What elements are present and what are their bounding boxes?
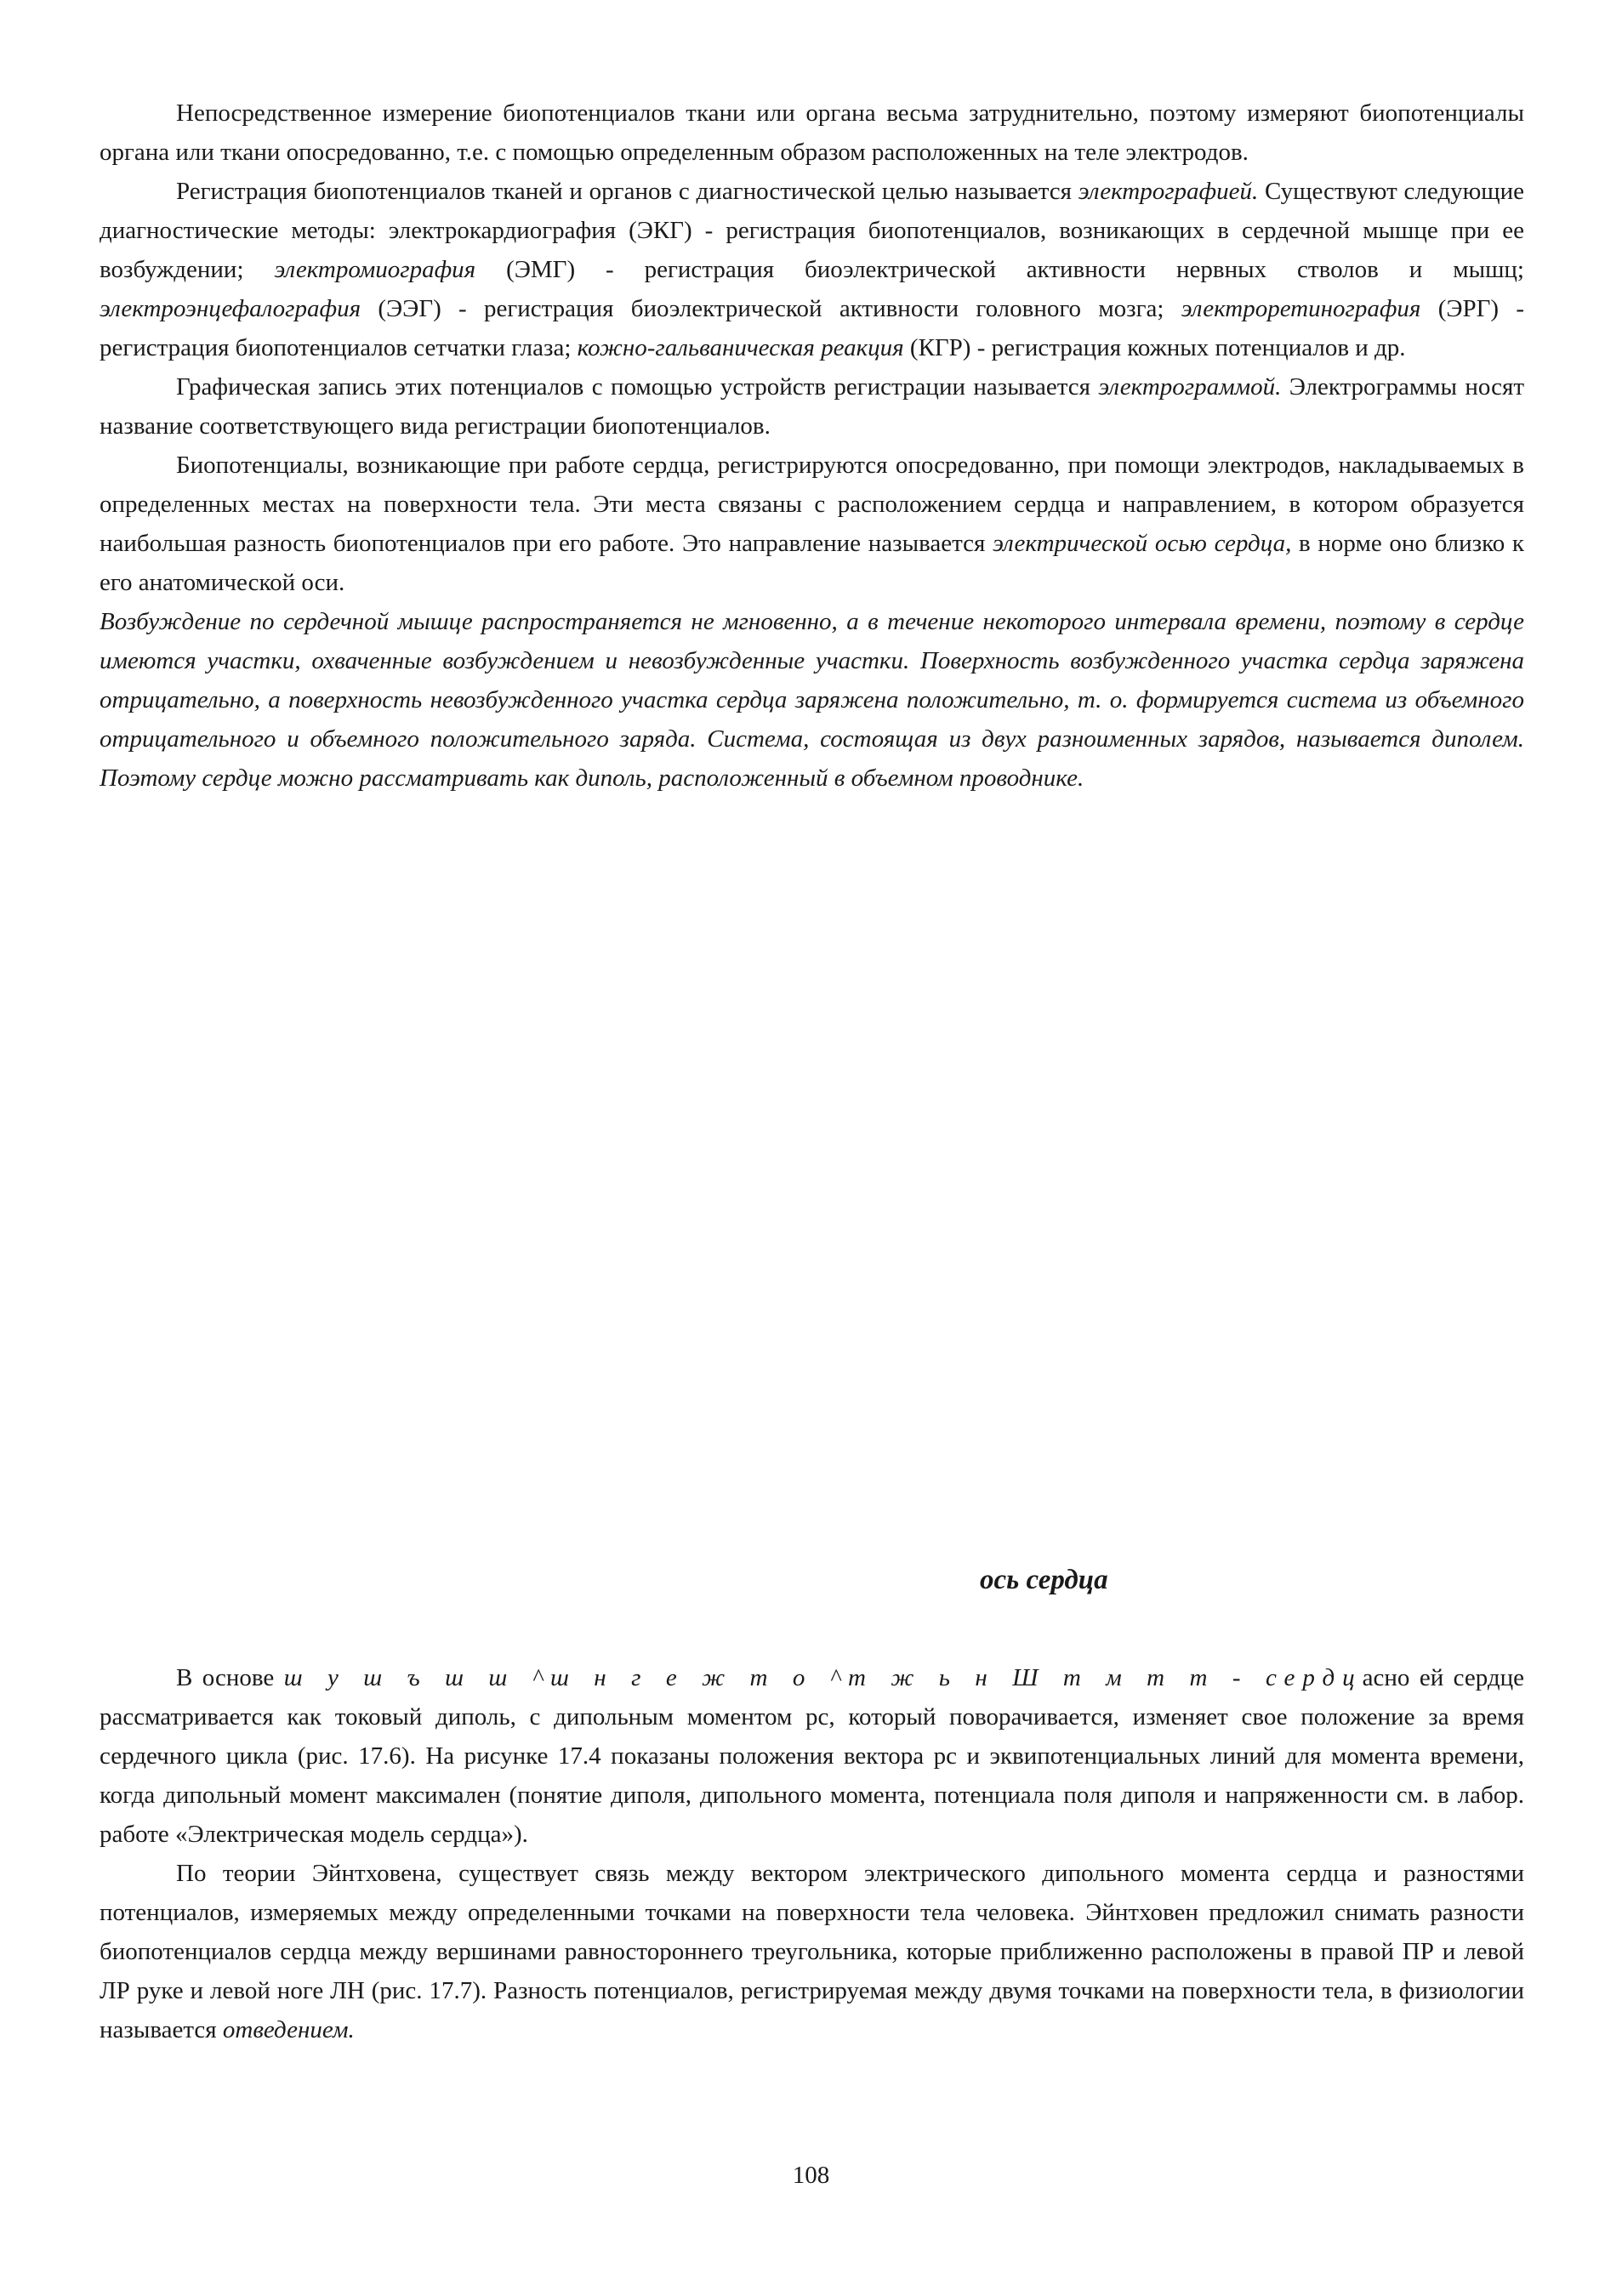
paragraph-5-italic: Возбуждение по сердечной мышце распространяется не мгновенно, а в течение некоторого интервала времени, поэтому в сердце имеются участки, охваченные возбуждением и невозбужденные участки. Поверхность возбужденного участка сердца заряжена отрицательно, а поверхность невозбужденного участка сердца заряжена положительно, т. о. формируется система из объемного отрицательного и объемного положительного заряда. Система, состоящая из двух разноименных зарядов, называется диполем. Поэтому сердце можно рассматривать как диполь, расположенный в объемном проводнике. (100, 608, 1524, 792)
term-emg: электромиография (274, 256, 476, 283)
page-number: 108 (792, 2162, 830, 2189)
p2-text-a: Регистрация биопотенциалов тканей и органов с диагностической целью называется (176, 178, 1078, 205)
paragraph-1: Непосредственное измерение биопотенциалов ткани или органа весьма затруднительно, поэтому измеряют биопотенциалы органа или ткани опосредованно, т.е. с помощью определенным образом расположенных на теле электродов. (100, 99, 1524, 166)
term-electrogram: электрограммой. (1098, 373, 1282, 401)
term-kgr: кожно-гальваническая реакция (577, 334, 904, 361)
paragraph-3 (100, 367, 1524, 446)
p6-text-a: В основе (176, 1664, 284, 1691)
term-lead: отведением. (222, 2016, 355, 2043)
p7-text-a: По теории Эйнтховена, существует связь между вектором электрического дипольного момента сердца и разностями потенциалов, измеряемых между определенными точками на поверхности тела человека. Эйнтховен предложил снимать разности биопотенциалов сердца между вершинами равностороннего треугольника, которые приближенно расположены в правой ПР и левой ЛР руке и левой ноге ЛН (рис. 17.7). Разность потенциалов, регистрируемая между двумя точками на поверхности тела, в физиологии называется (100, 1860, 1524, 2043)
term-electrography: электрографией. (1078, 178, 1259, 205)
term-electric-axis: электрической осью сердца, (993, 530, 1292, 557)
p2-text-g: (ЭЭГ) - регистрация биоэлектрической активности головного мозга; (361, 295, 1181, 322)
term-erg: электроретинография (1181, 295, 1421, 322)
figure-placeholder (100, 1101, 1524, 1552)
paragraph-6 (100, 1658, 1524, 1854)
garbled-text: ш у ш ъ ш ш ^ш н г е ж т о ^т ж ь н Ш т м т т - сердц (283, 1664, 1363, 1691)
lower-text (100, 1658, 1524, 2049)
paragraph-2 (100, 172, 1524, 367)
upper-text (100, 94, 1524, 798)
p2-text-k: (КГР) - регистрация кожных потенциалов и др. (903, 334, 1406, 361)
p3-text-c: Электрограммы носят название соответствующего вида регистрации биопотенциалов. (100, 373, 1524, 440)
p4-text-c: в норме оно близко к его анатомической оси. (100, 530, 1525, 596)
p4-text-a: Биопотенциалы, возникающие при работе сердца, регистрируются опосредованно, при помощи электродов, накладываемых в определенных местах на поверхности тела. Эти места связаны с расположением сердца и направлением, в котором образуется наибольшая разность биопотенциалов при его работе. Это направление называется (100, 452, 1524, 557)
paragraph-4 (100, 446, 1524, 602)
p2-text-e: (ЭМГ) - регистрация биоэлектрической активности нервных стволов и мышц; (475, 256, 1524, 283)
term-eeg: электроэнцефалография (100, 295, 361, 322)
p2-text-i: (ЭРГ) - регистрация биопотенциалов сетчатки глаза; (100, 295, 1525, 361)
paragraph-7 (100, 1854, 1524, 2049)
p2-text-c: Существуют следующие диагностические методы: электрокардиография (ЭКГ) - регистрация биопотенциалов, возникающих в сердечной мышце при ее возбуждении; (100, 178, 1524, 283)
figure-caption: ось сердца (980, 1565, 1108, 1595)
p6-text-c: асно ей сердце рассматривается как токовый диполь, с дипольным моментом рс, который поворачивается, изменяет свое положение за время сердечного цикла (рис. 17.6). На рисунке 17.4 показаны положения вектора рс и эквипотенциальных линий для момента времени, когда дипольный момент максимален (понятие диполя, дипольного момента, потенциала поля диполя и напряженности см. в лабор. работе «Электрическая модель сердца»). (100, 1664, 1524, 1848)
p3-text-a: Графическая запись этих потенциалов с помощью устройств регистрации называется (176, 373, 1099, 401)
